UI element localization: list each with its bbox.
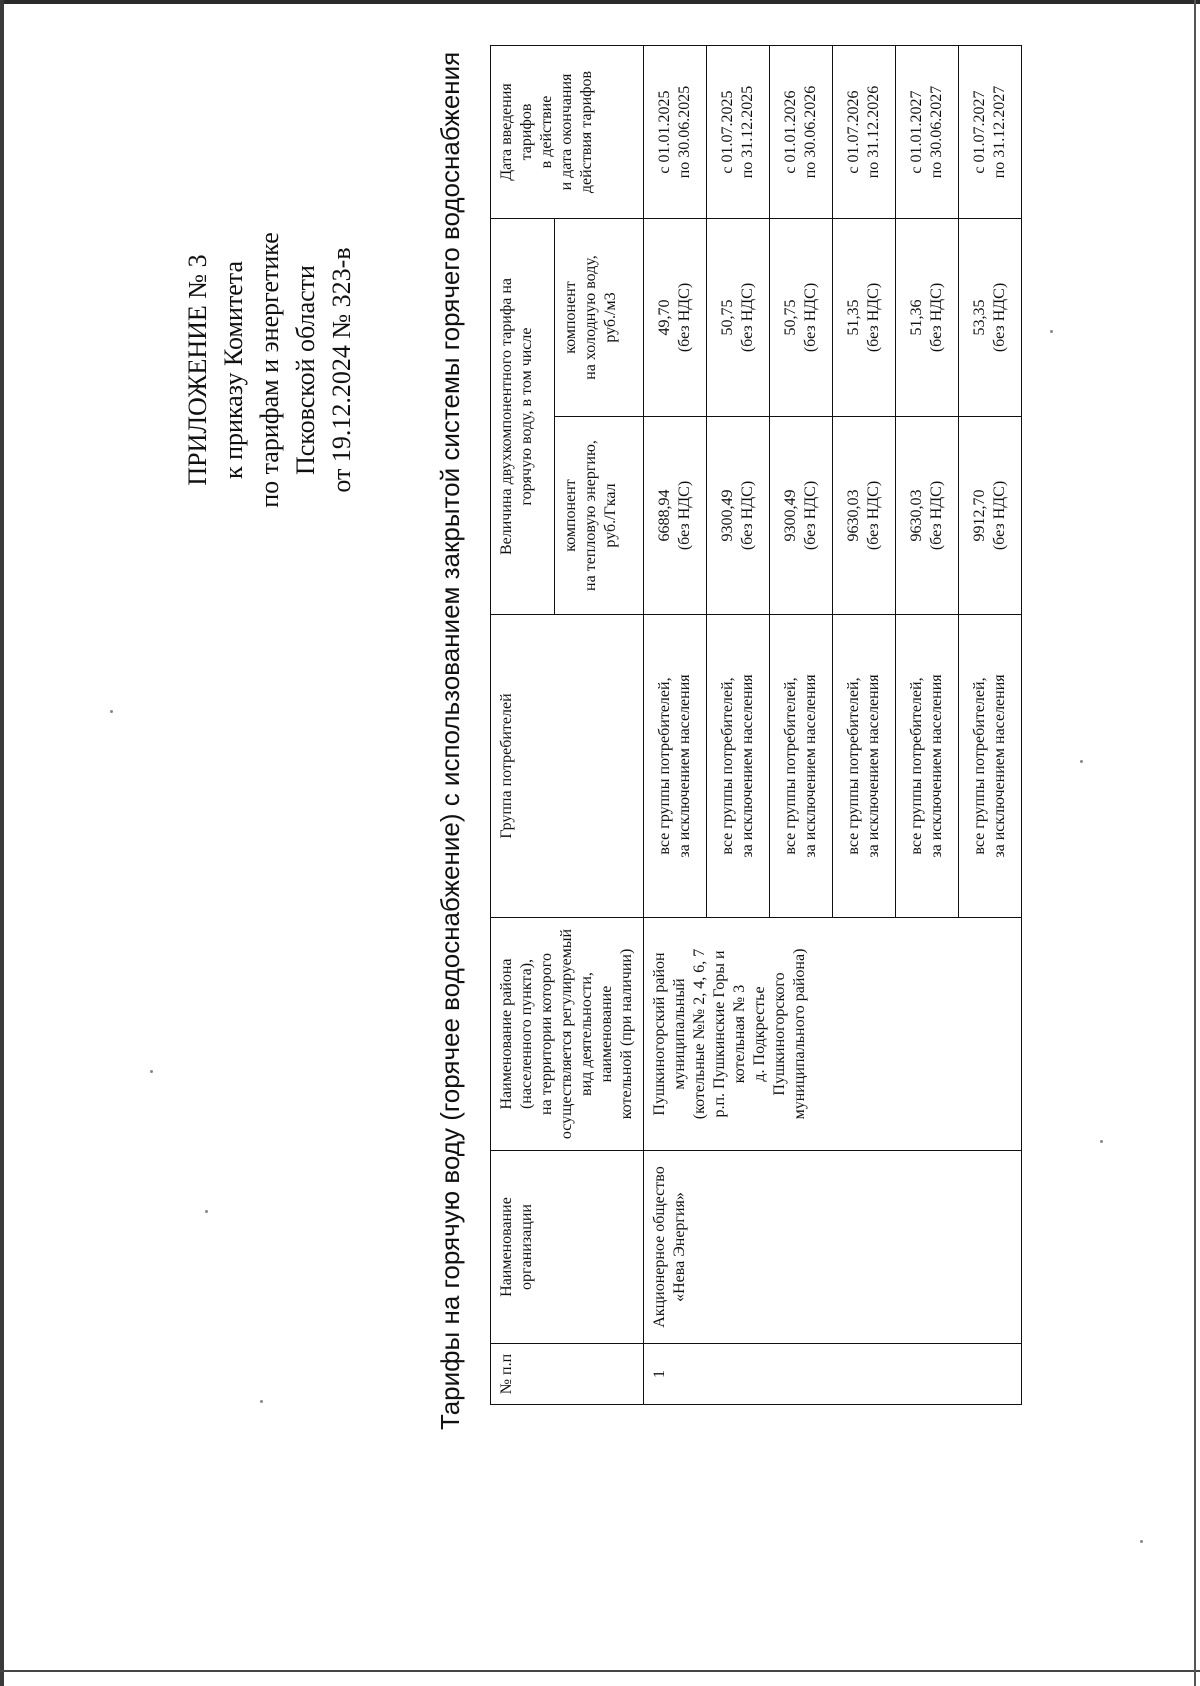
vat-note: (без НДС)	[676, 480, 693, 551]
header-cold-line: компонент	[562, 281, 580, 354]
header-heat-line: руб./Гкал	[602, 483, 620, 548]
header-group: Группа потребителей	[491, 615, 644, 918]
header-area-line: осуществляется регулируемый	[558, 928, 575, 1140]
date-from: с 01.07.2026	[845, 90, 862, 174]
vat-note: (без НДС)	[865, 282, 882, 353]
cold-cell	[707, 219, 770, 417]
vat-note: (без НДС)	[928, 282, 945, 353]
date-from: с 01.07.2027	[971, 90, 988, 174]
header-tariff	[491, 219, 555, 615]
vat-note: (без НДС)	[676, 282, 693, 353]
header-cold-line: на холодную воду,	[582, 255, 600, 380]
vat-note: (без НДС)	[802, 480, 819, 551]
date-cell	[959, 46, 1022, 219]
cold-value: 53,35	[971, 299, 988, 336]
vat-note: (без НДС)	[865, 480, 882, 551]
area-line: котельная № 3	[731, 984, 748, 1084]
cold-value: 51,36	[908, 299, 925, 336]
scan-edge-bottom	[0, 1670, 1200, 1672]
date-to: по 31.12.2026	[865, 85, 882, 179]
area-line: Пушкиногорский район	[651, 952, 668, 1116]
date-to: по 30.06.2025	[676, 85, 693, 179]
group-line: все группы потребителей,	[971, 677, 988, 855]
date-to: по 31.12.2025	[739, 85, 756, 179]
group-cell	[833, 615, 896, 918]
heat-cell	[644, 417, 707, 615]
header-cold-line: руб./м3	[602, 292, 620, 343]
heat-value: 9300,49	[719, 489, 736, 542]
heat-cell	[833, 417, 896, 615]
group-cell	[959, 615, 1022, 918]
date-cell	[644, 46, 707, 219]
group-line: за исключением населения	[802, 674, 819, 858]
header-area-line: вид деятельности, наименование	[578, 972, 615, 1096]
appendix-line: по тарифам и энергетике	[255, 232, 284, 508]
appendix-line: к приказу Комитета	[219, 261, 248, 480]
header-date-line: тарифов	[518, 103, 535, 161]
org-line: «Нева Энергия»	[671, 1192, 688, 1302]
date-from: с 01.01.2025	[656, 90, 673, 174]
date-to: по 31.12.2027	[991, 85, 1008, 179]
row-num: 1	[644, 1344, 1022, 1405]
date-cell	[833, 46, 896, 219]
heat-value: 6688,94	[656, 489, 673, 542]
appendix-line: от 19.12.2024 № 323-в	[327, 247, 356, 493]
cold-value: 49,70	[656, 299, 673, 336]
header-num: № п.п	[491, 1344, 644, 1405]
org-cell	[644, 1151, 1022, 1344]
heat-value: 9300,49	[782, 489, 799, 542]
table-row	[644, 46, 707, 1405]
group-cell	[707, 615, 770, 918]
date-cell	[896, 46, 959, 219]
vat-note: (без НДС)	[739, 480, 756, 551]
document-title: Тарифы на горячую воду (горячее водоснабжение) с использованием закрытой системы горячего водоснабжения	[435, 51, 465, 1430]
group-cell	[644, 615, 707, 918]
cold-cell	[770, 219, 833, 417]
header-heat-line: компонент	[562, 479, 580, 552]
cold-value: 50,75	[782, 299, 799, 336]
group-line: за исключением населения	[676, 674, 693, 858]
header-date-line: действия тарифов	[578, 70, 595, 194]
heat-cell	[707, 417, 770, 615]
group-line: за исключением населения	[739, 674, 756, 858]
group-line: за исключением населения	[928, 674, 945, 858]
vat-note: (без НДС)	[991, 282, 1008, 353]
area-line: муниципального района)	[791, 948, 808, 1120]
group-line: все группы потребителей,	[719, 677, 736, 855]
cold-cell	[959, 219, 1022, 417]
heat-cell	[770, 417, 833, 615]
header-heat	[555, 417, 644, 615]
group-line: все группы потребителей,	[656, 677, 673, 855]
area-line: р.п. Пушкинские Горы и	[711, 950, 728, 1118]
vat-note: (без НДС)	[991, 480, 1008, 551]
document-sheet	[0, 20, 1200, 1660]
date-cell	[707, 46, 770, 219]
cold-value: 51,35	[845, 299, 862, 336]
header-area-line: (населенного пункта),	[518, 958, 535, 1110]
header-org: Наименование организации	[491, 1151, 644, 1344]
cold-cell	[644, 219, 707, 417]
tariff-table	[490, 45, 1022, 1405]
heat-value: 9912,70	[971, 489, 988, 542]
header-heat-line: на тепловую энергию,	[582, 440, 600, 591]
appendix-line: ПРИЛОЖЕНИЕ № 3	[183, 254, 212, 486]
date-from: с 01.01.2026	[782, 90, 799, 174]
area-cell	[644, 918, 1022, 1151]
group-line: все группы потребителей,	[845, 677, 862, 855]
cold-value: 50,75	[719, 299, 736, 336]
heat-cell	[959, 417, 1022, 615]
cold-cell	[833, 219, 896, 417]
header-area-line: на территории которого	[538, 953, 555, 1115]
header-tariff-line: горячую воду, в том числе	[518, 327, 535, 506]
cold-cell	[896, 219, 959, 417]
header-area	[491, 918, 644, 1151]
vat-note: (без НДС)	[739, 282, 756, 353]
area-line: муниципальный	[671, 978, 688, 1090]
date-cell	[770, 46, 833, 219]
heat-value: 9630,03	[845, 489, 862, 542]
date-from: с 01.07.2025	[719, 90, 736, 174]
group-line: за исключением населения	[865, 674, 882, 858]
date-to: по 30.06.2027	[928, 85, 945, 179]
scan-edge-top	[0, 0, 1200, 4]
heat-cell	[896, 417, 959, 615]
area-line: (котельные №№ 2, 4, 6, 7	[691, 948, 708, 1120]
group-cell	[770, 615, 833, 918]
appendix-line: Псковской области	[291, 265, 320, 475]
appendix-header	[180, 180, 360, 560]
header-date-line: и дата окончания	[558, 73, 575, 191]
header-cold	[555, 219, 644, 417]
header-tariff-line: Величина двухкомпонентного тарифа на	[498, 278, 515, 556]
group-line: все группы потребителей,	[782, 677, 799, 855]
vat-note: (без НДС)	[928, 480, 945, 551]
date-from: с 01.01.2027	[908, 90, 925, 174]
group-cell	[896, 615, 959, 918]
header-date-line: в действие	[538, 95, 555, 169]
header-date	[491, 46, 644, 219]
area-line: д. Подкрестье Пушкиногорского	[751, 972, 788, 1096]
header-area-line: котельной (при наличии)	[618, 948, 635, 1120]
heat-value: 9630,03	[908, 489, 925, 542]
header-date-line: Дата введения	[498, 83, 515, 181]
vat-note: (без НДС)	[802, 282, 819, 353]
group-line: все группы потребителей,	[908, 677, 925, 855]
group-line: за исключением населения	[991, 674, 1008, 858]
date-to: по 30.06.2026	[802, 85, 819, 179]
org-line: Акционерное общество	[651, 1166, 668, 1328]
header-area-line: Наименование района	[498, 958, 515, 1110]
